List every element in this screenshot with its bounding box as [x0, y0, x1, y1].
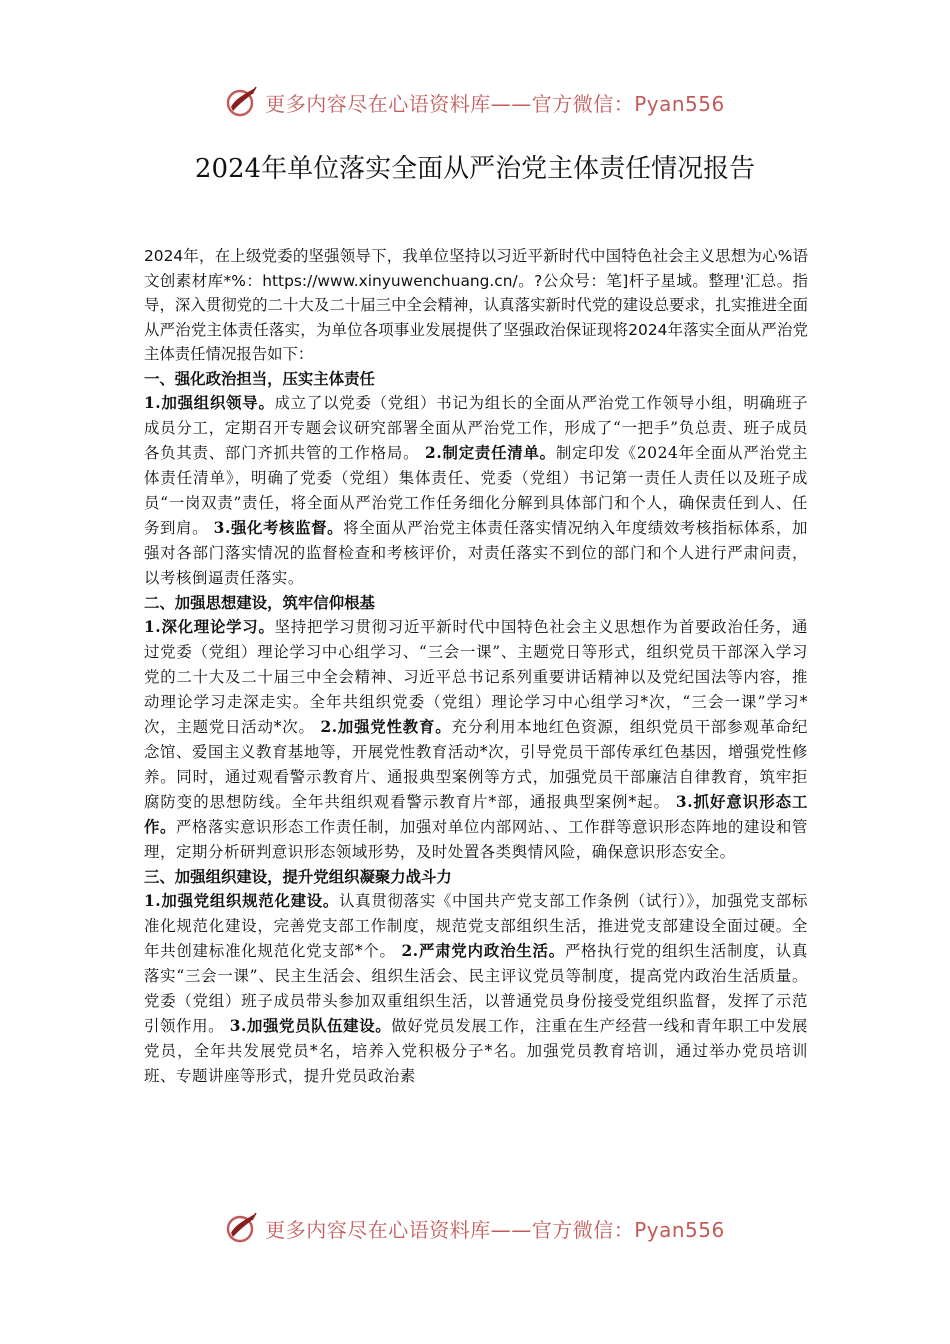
document-title: 2024年单位落实全面从严治党主体责任情况报告	[194, 154, 756, 184]
item-label: 3.抓好意识形态工作。	[144, 792, 809, 836]
item-label: 3.强化考核监督。	[213, 518, 344, 537]
header-banner	[0, 82, 950, 122]
item-text: 将全面从严治党主体责任落实情况纳入年度绩效考核指标体系，加强对各部门落实情况的监督检查和考核评价，对责任落实不到位的部门和个人进行严肃问责，以考核倒逼责任落实。	[144, 518, 808, 587]
section-paragraph	[144, 615, 808, 865]
section-heading: 二、加强思想建设，筑牢信仰根基	[144, 593, 375, 612]
item-text: 坚持把学习贯彻习近平新时代中国特色社会主义思想作为首要政治任务，通过党委（党组）理论学习中心组学习、“三会一课”、主题党日等形式，组织党员干部深入学习党的二十大及二十届三中全会精神、习近平总书记系列重要讲话精神以及党纪国法等内容，推动理论学习走深走实。全年共组织党委（党组）理论学习中心组学习*次，“三会一课”学习*次，主题党日活动*次。	[144, 617, 808, 736]
section-paragraph	[144, 391, 808, 591]
item-text: 严格执行党的组织生活制度，认真落实“三会一课”、民主生活会、组织生活会、民主评议党员等制度，提高党内政治生活质量。党委（党组）班子成员带头参加双重组织生活，以普通党员身份接受党组织监督，发挥了示范引领作用。	[144, 941, 808, 1035]
document-body	[144, 244, 808, 1089]
item-label: 1.加强组织领导。	[144, 393, 275, 412]
item-text: 认真贯彻落实《中国共产党支部工作条例（试行）》，加强党支部标准化规范化建设，完善党支部工作制度，规范党支部组织生活，推进党支部建设全面过硬。全年共创建标准化规范化党支部*个。	[144, 891, 808, 960]
item-label: 3.加强党员队伍建设。	[229, 1016, 392, 1035]
pen-logo-icon	[225, 85, 259, 119]
banner-text: 更多内容尽在心语资料库——官方微信：Pyan556	[265, 91, 725, 116]
section-heading: 三、加强组织建设，提升党组织凝聚力战斗力	[144, 867, 452, 886]
item-label: 2.加强党性教育。	[320, 717, 452, 736]
item-text: 制定印发《2024年全面从严治党主体责任清单》，明确了党委（党组）集体责任、党委（党组）书记第一责任人责任以及班子成员“一岗双责”责任，将全面从严治党工作任务细化分解到具体部门和个人，确保责任到人、任务到肩。	[144, 443, 808, 537]
item-text: 做好党员发展工作，注重在生产经营一线和青年职工中发展党员，全年共发展党员*名，培养入党积极分子*名。加强党员教育培训，通过举办党员培训班、专题讲座等形式，提升党员政治素	[144, 1016, 808, 1085]
section-paragraph	[144, 889, 808, 1089]
item-text: 成立了以党委（党组）书记为组长的全面从严治党工作领导小组，明确班子成员分工，定期召开专题会议研究部署全面从严治党工作，形成了“一把手”负总责、班子成员各负其责、部门齐抓共管的工作格局。	[144, 393, 808, 462]
item-text: 严格落实意识形态工作责任制，加强对单位内部网站、、工作群等意识形态阵地的建设和管理，定期分析研判意识形态领域形势，及时处置各类舆情风险，确保意识形态安全。	[144, 817, 808, 861]
pen-logo-icon	[225, 1211, 259, 1245]
item-text: 充分利用本地红色资源，组织党员干部参观革命纪念馆、爱国主义教育基地等，开展党性教育活动*次，引导党员干部传承红色基因，增强党性修养。同时，通过观看警示教育片、通报典型案例等方式，加强党员干部廉洁自律教育，筑牢拒腐防变的思想防线。全年共组织观看警示教育片*部，通报典型案例*起。	[144, 717, 809, 811]
item-label: 2.严肃党内政治生活。	[401, 941, 565, 960]
footer-banner	[0, 1208, 950, 1248]
item-label: 1.深化理论学习。	[144, 617, 275, 636]
banner-text: 更多内容尽在心语资料库——官方微信：Pyan556	[265, 1217, 725, 1242]
intro-paragraph: 2024年，在上级党委的坚强领导下，我单位坚持以习近平新时代中国特色社会主义思想为心%语文创素材库*%：https://www.xinyuwenchuang.cn/。?公众号：笔]杆子星域。整理'汇总。指导，深入贯彻党的二十大及二十届三中全会精神，认真落实新时代党的建设总要求，扎实推进全面从严治党主体责任落实，为单位各项事业发展提供了坚强政治保证现将2024年落实全面从严治党主体责任情况报告如下：	[144, 247, 808, 363]
item-label: 1.加强党组织规范化建设。	[144, 891, 340, 910]
section-heading: 一、强化政治担当，压实主体责任	[144, 369, 375, 388]
item-label: 2.制定责任清单。	[425, 443, 556, 462]
